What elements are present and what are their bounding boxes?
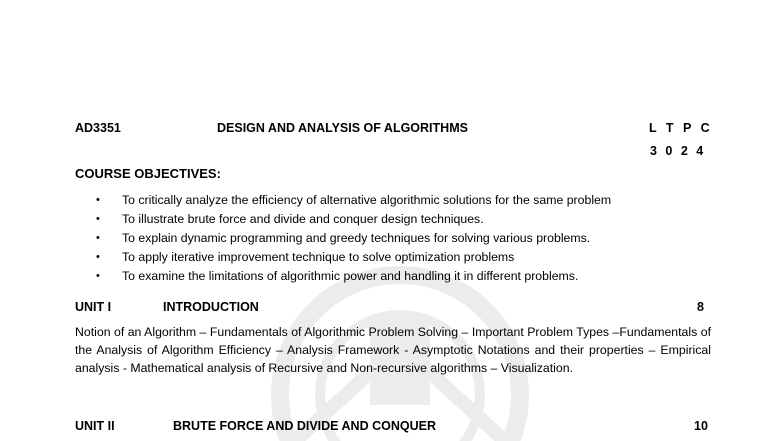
unit-hours: 10 [694,419,708,433]
objective-item: • To critically analyze the efficiency of alternative algorithmic solutions for the same problem [96,191,611,210]
objective-item: • To apply iterative improvement technique to solve optimization problems [96,248,611,267]
unit-title: INTRODUCTION [163,300,259,314]
ltpc-values: 3 0 2 4 [650,144,705,158]
objectives-list [96,191,611,286]
course-code: AD3351 [75,121,121,135]
unit-title: BRUTE FORCE AND DIVIDE AND CONQUER [173,419,436,433]
unit-number: UNIT I [75,300,112,314]
course-title: DESIGN AND ANALYSIS OF ALGORITHMS [217,121,468,135]
unit-description: Notion of an Algorithm – Fundamentals of Algorithmic Problem Solving – Important Problem Types –Fundamentals of the Analysis of Algorithm Efficiency – Analysis Framework - Asymptotic Notations and their properties – Empirical analysis - Mathematical analysis of Recursive and Non-recursive algorithms – Visualization. [75,325,711,375]
objective-item: • To explain dynamic programming and greedy techniques for solving various problems. [96,229,611,248]
objectives-heading: COURSE OBJECTIVES: [75,166,221,181]
objective-item: • To illustrate brute force and divide and conquer design techniques. [96,210,611,229]
objective-item: • To examine the limitations of algorithmic power and handling it in different problems. [96,267,611,286]
unit-hours: 8 [697,300,704,314]
unit-number: UNIT II [75,419,115,433]
ltpc-header: L T P C [649,121,712,135]
